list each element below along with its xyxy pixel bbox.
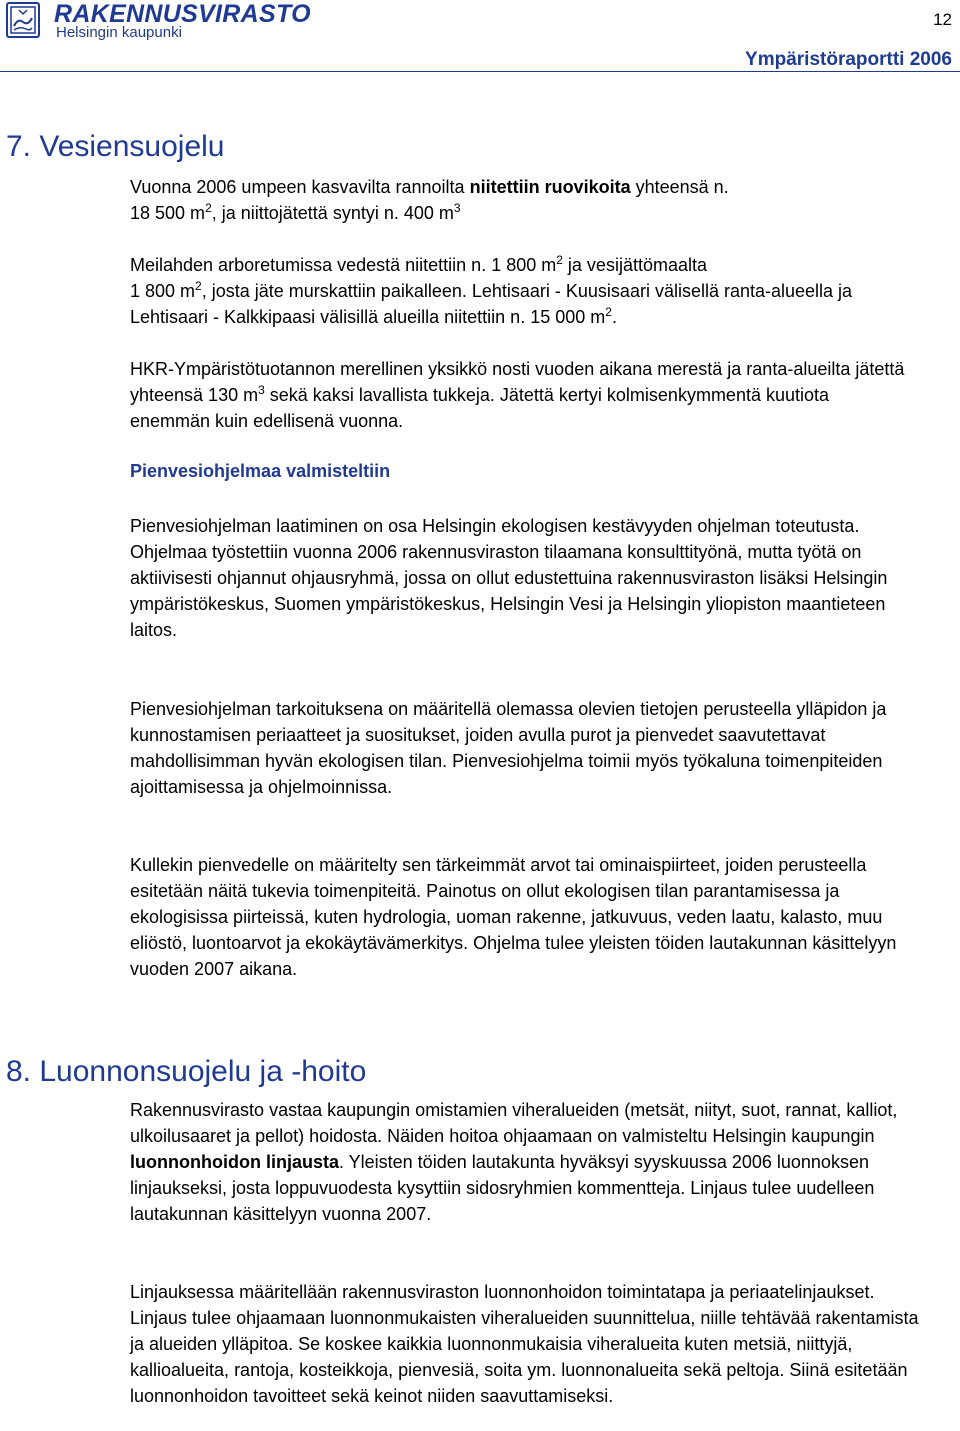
text-run: Meilahden arboretumissa vedestä niitettiin n. 1 800 m bbox=[130, 255, 557, 275]
city-crest-icon bbox=[6, 2, 40, 38]
paragraph-marine-waste bbox=[130, 356, 910, 434]
paragraph-text: Kullekin pienvedelle on määritelty sen tärkeimmät arvot tai ominaispiirteet, joiden perusteella esitetään näitä tukevia toimenpiteitä. Painotus on ollut ekologisen tilan parantamisessa ja ekologisissa piirteissä, kuten hydrologia, uoman rakenne, jatkuvuus, veden laatu, kalasto, muu eliöstö, luontoarvot ja ekokäytävämerkitys. Ohjelma tulee yleisten töiden lautakunnan käsittelyyn vuoden 2007 aikana. bbox=[130, 855, 897, 979]
organization-subtitle: Helsingin kaupunki bbox=[56, 24, 182, 41]
paragraph-nature-management bbox=[130, 1097, 920, 1227]
paragraph-program-purpose bbox=[130, 696, 925, 800]
report-title: Ympäristöraportti 2006 bbox=[745, 49, 952, 70]
text-run: Vuonna 2006 umpeen kasvavilta rannoilta bbox=[130, 177, 470, 197]
paragraph-reed-mowing bbox=[130, 174, 930, 226]
text-run: yhteensä n. bbox=[630, 177, 729, 197]
text-run: . bbox=[611, 307, 617, 327]
section-heading-8: 8. Luonnonsuojelu ja -hoito bbox=[6, 1055, 367, 1088]
paragraph-water-values bbox=[130, 852, 910, 982]
text-run: ja vesijättömaalta bbox=[562, 255, 707, 275]
superscript: 3 bbox=[453, 201, 461, 215]
text-run: Rakennusvirasto vastaa kaupungin omistamien viheralueiden (metsät, niityt, suot, rannat, kalliot, ulkoilusaaret ja pellot) hoidosta. Näiden hoitoa ohjaamaan on valmisteltu Helsingin kaupungin bbox=[130, 1100, 898, 1146]
page-header bbox=[0, 0, 960, 70]
superscript: 2 bbox=[205, 201, 212, 215]
paragraph-text: Pienvesiohjelman tarkoituksena on määritellä olemassa olevien tietojen perusteella ylläpidon ja kunnostamisen periaatteet ja suositukset, joiden avulla purot ja pienvedet saavutettavat mahdollisimman hyvän ekologisen tilan. Pienvesiohjelma toimii myös työkaluna toimenpiteiden ajoittamisessa ja ohjelmoinnissa. bbox=[130, 699, 887, 797]
subheading-small-waters: Pienvesiohjelmaa valmisteltiin bbox=[130, 461, 391, 481]
organization-name: RAKENNUSVIRASTO bbox=[54, 0, 311, 28]
text-run: HKR-Ympäristötuotannon merellinen yksikkö nosti vuoden aikana merestä ja ranta-alueilta jätettä yhteensä 130 m bbox=[130, 359, 905, 405]
paragraph-text: Linjauksessa määritellään rakennusviraston luonnonhoidon toimintatapa ja periaatelinjaukset. Linjaus tulee ohjaamaan luonnonmukaisten viheralueiden suunnittelua, niille tehtävää rakentamista ja alueiden ylläpitoa. Se koskee kaikkia luonnonmukaisia viheralueita kuten metsiä, niittyjä, kallioalueita, rantoja, kosteikkoja, pienvesiä, soita ym. luonnonalueita sekä peltoja. Siinä esitetään luonnonhoidon tavoitteet sekä keinot niiden saavuttamiseksi. bbox=[130, 1282, 919, 1406]
text-run: sekä kaksi lavallista tukkeja. Jätettä kertyi kolmisenkymmentä kuutiota enemmän kuin edellisenä vuonna. bbox=[130, 385, 830, 431]
text-run: , josta jäte murskattiin paikalleen. Lehtisaari - Kuusisaari välisellä ranta-alueella ja Lehtisaari - Kalkkipaasi välisillä alueilla niitettiin n. 15 000 m bbox=[130, 281, 853, 327]
superscript: 3 bbox=[258, 383, 265, 397]
header-divider bbox=[0, 71, 960, 72]
paragraph-program-preparation bbox=[130, 513, 920, 643]
paragraph-policy-definition bbox=[130, 1279, 920, 1409]
organization-logo bbox=[6, 0, 311, 42]
superscript: 2 bbox=[556, 253, 563, 267]
bold-phrase: niitettiin ruovikoita bbox=[469, 177, 631, 197]
paragraph-text: Pienvesiohjelman laatiminen on osa Helsingin ekologisen kestävyyden ohjelman toteutusta. Ohjelmaa työstettiin vuonna 2006 rakennusviraston tilaamana konsulttityönä, mutta työtä on aktiivisesti ohjannut ohjausryhmä, jossa on ollut edustettuina rakennusviraston lisäksi Helsingin ympäristökeskus, Suomen ympäristökeskus, Helsingin Vesi ja Helsingin yliopiston maantieteen laitos. bbox=[130, 516, 888, 640]
page-number: 12 bbox=[933, 10, 952, 29]
section-heading-7: 7. Vesiensuojelu bbox=[6, 130, 225, 163]
text-run: . Yleisten töiden lautakunta hyväksyi syyskuussa 2006 luonnoksen linjaukseksi, josta loppuvuodesta kysyttiin sidosryhmien kommentteja. Linjaus tulee uudelleen lautakunnan käsittelyyn vuonna 2007. bbox=[130, 1152, 875, 1224]
superscript: 2 bbox=[195, 279, 202, 293]
text-run: 1 800 m bbox=[130, 281, 196, 301]
text-run: 18 500 m bbox=[130, 203, 206, 223]
paragraph-meilahti bbox=[130, 252, 930, 330]
superscript: 2 bbox=[605, 305, 612, 319]
text-run: , ja niittojätettä syntyi n. 400 m bbox=[211, 203, 454, 223]
bold-phrase: luonnonhoidon linjausta bbox=[130, 1152, 339, 1172]
